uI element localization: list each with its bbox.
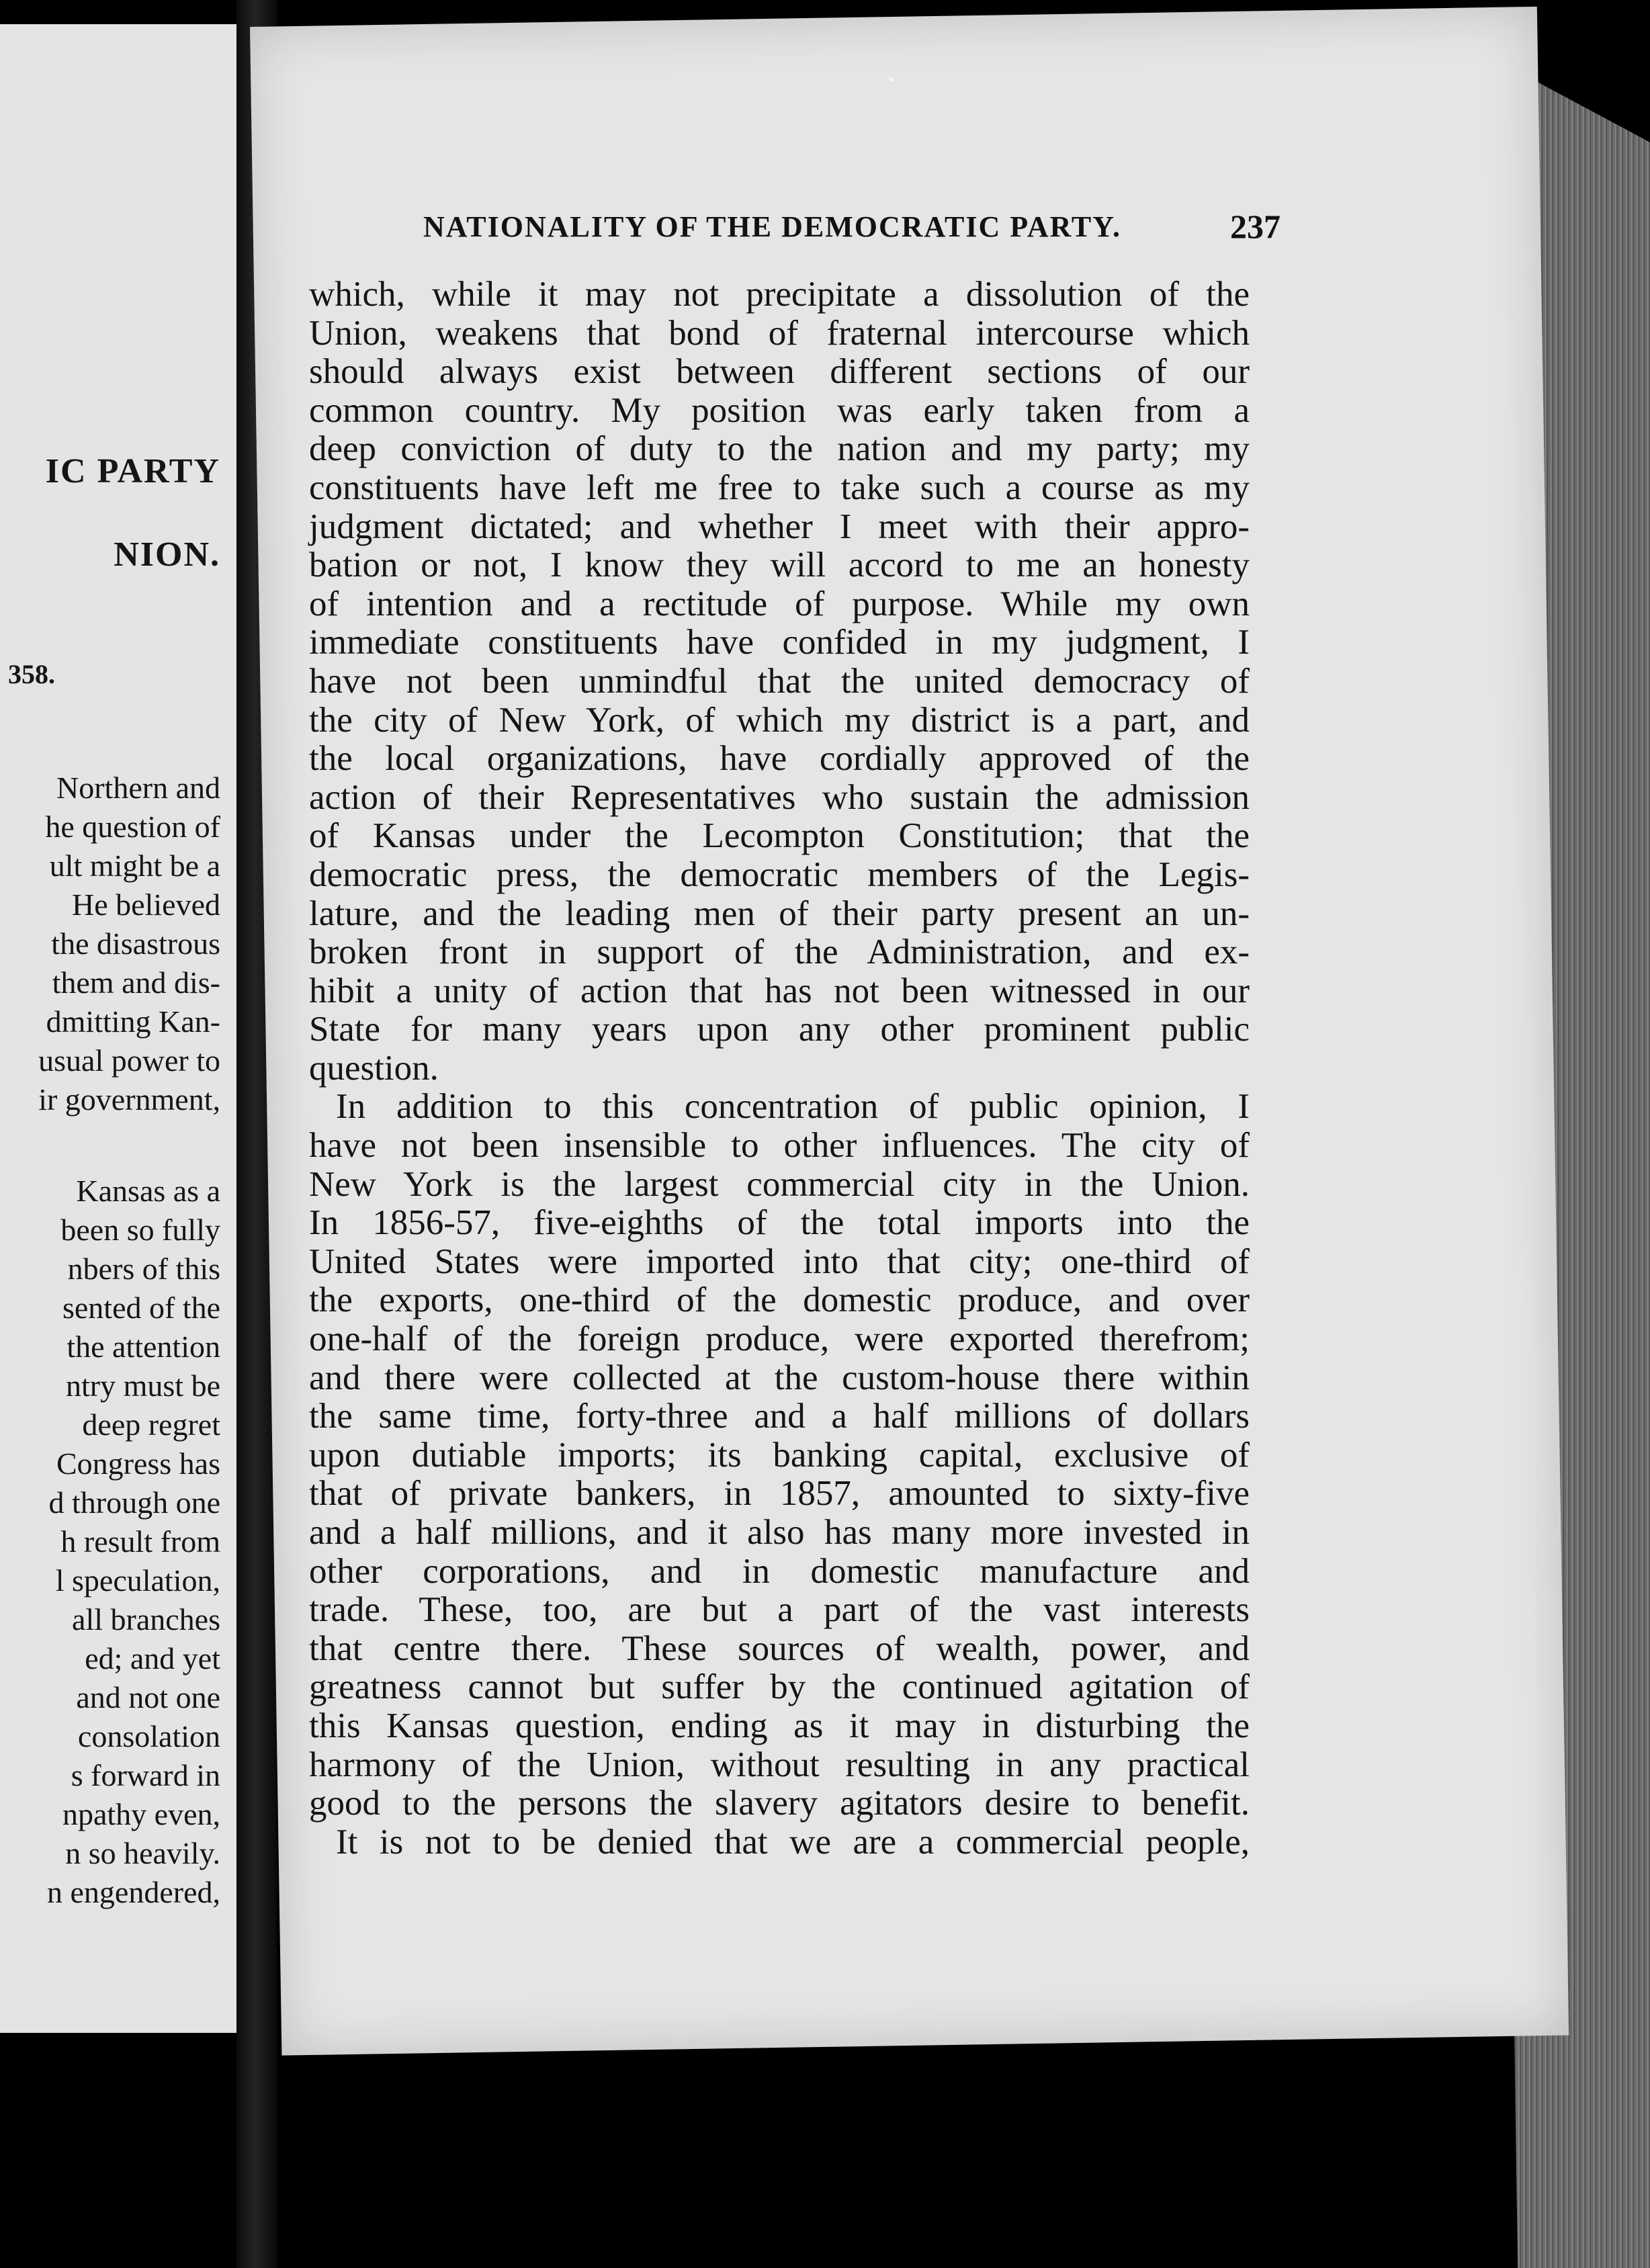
text-line: good to the persons the slavery agitators desire to benefit.	[309, 1784, 1250, 1823]
text-line: other corporations, and in domestic manufacture and	[309, 1551, 1250, 1591]
text-line: It is not to be denied that we are a commercial people,	[336, 1822, 1250, 1862]
text-line: that centre there. These sources of wealth, power, and	[309, 1628, 1250, 1668]
previous-page-fragment	[0, 24, 243, 2033]
text-line: constituents have left me free to take such a course as my	[309, 468, 1250, 507]
text-line: of Kansas under the Lecompton Constitution; that the	[309, 816, 1250, 856]
text-line: United States were imported into that city; one-third of	[309, 1241, 1250, 1281]
left-text-line: n so heavily.	[65, 1836, 220, 1870]
left-text-line: been so fully	[60, 1213, 220, 1247]
left-heading-line-2: NION.	[114, 535, 220, 574]
running-head-title: NATIONALITY OF THE DEMOCRATIC PARTY.	[423, 210, 1121, 243]
left-text-line: ir government,	[38, 1082, 220, 1117]
text-line: the city of New York, of which my district is a part, and	[309, 700, 1250, 740]
left-text-line: ult might be a	[49, 848, 220, 883]
text-line: common country. My position was early taken from a	[309, 390, 1250, 430]
left-text-line: consolation	[77, 1719, 220, 1753]
left-text-line: h result from	[60, 1524, 220, 1559]
body-text	[309, 275, 1250, 1862]
left-text-line: deep regret	[82, 1407, 220, 1442]
text-line: judgment dictated; and whether I meet with their appro-	[309, 507, 1250, 546]
text-line: upon dutiable imports; its banking capital, exclusive of	[309, 1435, 1250, 1475]
text-line: democratic press, the democratic members of the Legis-	[309, 855, 1250, 894]
text-line: and there were collected at the custom-house there within	[309, 1358, 1250, 1397]
left-text-line: nbers of this	[67, 1252, 220, 1286]
text-line: bation or not, I know they will accord to me an honesty	[309, 546, 1250, 585]
text-line: New York is the largest commercial city in the Union.	[309, 1164, 1250, 1204]
left-text-line: the attention	[67, 1329, 220, 1364]
left-text-line: npathy even,	[62, 1797, 220, 1831]
text-line: have not been insensible to other influences. The city of	[309, 1126, 1250, 1166]
running-head	[423, 210, 1280, 250]
left-text-line: s forward in	[71, 1758, 220, 1792]
left-text-line: Kansas as a	[76, 1174, 220, 1208]
text-line: the local organizations, have cordially approved of the	[309, 739, 1250, 779]
text-line: hibit a unity of action that has not been witnessed in our	[309, 971, 1250, 1010]
left-text-line: all branches	[72, 1602, 220, 1637]
text-line: should always exist between different sections of our	[309, 352, 1250, 392]
text-line: immediate constituents have confided in my judgment, I	[309, 623, 1250, 662]
left-text-line: and not one	[76, 1680, 220, 1714]
text-line: that of private bankers, in 1857, amounted to sixty-five	[309, 1474, 1250, 1514]
text-line: In addition to this concentration of public opinion, I	[336, 1087, 1250, 1127]
left-text-line: he question of	[45, 810, 220, 844]
left-text-line: l speculation,	[55, 1563, 220, 1598]
text-line: of intention and a rectitude of purpose. While my own	[309, 584, 1250, 623]
text-line: and a half millions, and it also has many more invested in	[309, 1513, 1250, 1552]
text-line: the same time, forty-three and a half millions of dollars	[309, 1397, 1250, 1436]
left-date-fragment: 358.	[8, 659, 55, 689]
text-line: In 1856-57, five-eighths of the total imports into the	[309, 1203, 1250, 1243]
text-line: deep conviction of duty to the nation and my party; my	[309, 429, 1250, 469]
text-line: question.	[309, 1048, 439, 1088]
page-number: 237	[1230, 208, 1280, 245]
text-line: greatness cannot but suffer by the continued agitation of	[309, 1667, 1250, 1707]
text-line: action of their Representatives who sustain the admission	[309, 777, 1250, 817]
text-line: which, while it may not precipitate a dissolution of the	[309, 275, 1250, 314]
left-text-line: dmitting Kan-	[46, 1004, 220, 1039]
left-text-line: Northern and	[56, 771, 220, 805]
text-line: the exports, one-third of the domestic produce, and over	[309, 1280, 1250, 1320]
left-text-line: ntry must be	[66, 1368, 220, 1403]
dust-speck	[889, 77, 894, 82]
left-text-line: d through one	[48, 1485, 220, 1520]
text-line: have not been unmindful that the united democracy of	[309, 661, 1250, 701]
left-text-line: sented of the	[62, 1291, 220, 1325]
text-line: Union, weakens that bond of fraternal intercourse which	[309, 313, 1250, 353]
text-line: harmony of the Union, without resulting in any practical	[309, 1745, 1250, 1784]
left-text-line: the disastrous	[51, 926, 220, 961]
left-text-line: He believed	[72, 887, 220, 922]
left-text-line: ed; and yet	[85, 1641, 220, 1675]
text-line: this Kansas question, ending as it may in disturbing the	[309, 1706, 1250, 1745]
text-line: one-half of the foreign produce, were exported therefrom;	[309, 1319, 1250, 1359]
left-text-line: usual power to	[38, 1043, 220, 1078]
left-text-line: Congress has	[56, 1446, 220, 1481]
left-text-line: them and dis-	[52, 965, 220, 1000]
text-line: trade. These, too, are but a part of the vast interests	[309, 1590, 1250, 1630]
text-line: lature, and the leading men of their party present an un-	[309, 893, 1250, 933]
left-text-line: n engendered,	[47, 1875, 220, 1909]
left-heading-line-1: IC PARTY	[45, 452, 220, 490]
text-line: State for many years upon any other prominent public	[309, 1010, 1250, 1049]
text-line: broken front in support of the Administration, and ex-	[309, 932, 1250, 972]
